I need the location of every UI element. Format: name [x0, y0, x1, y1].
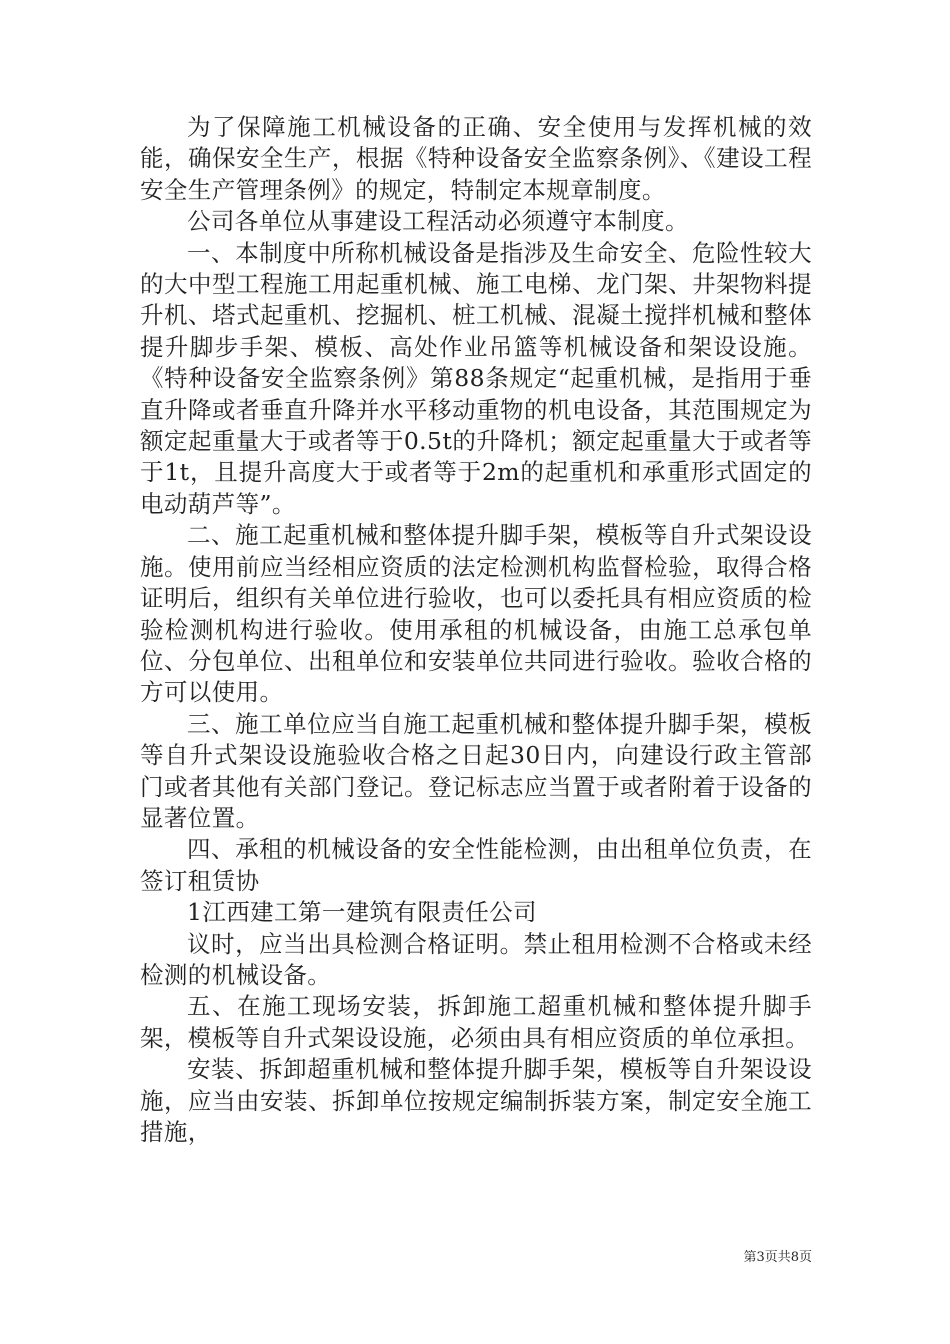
paragraph-clause-5: 五、在施工现场安装，拆卸施工超重机械和整体提升脚手架，模板等自升式架设设施，必须由具有相应资质的单位承担。 — [140, 992, 812, 1052]
paragraph-intro: 为了保障施工机械设备的正确、安全使用与发挥机械的效能，确保安全生产，根据《特种设备安全监察条例》、《建设工程安全生产管理条例》的规定，特制定本规章制度。 — [140, 113, 812, 204]
paragraph-scope: 公司各单位从事建设工程活动必须遵守本制度。 — [187, 207, 689, 236]
paragraph-clause-1: 一、本制度中所称机械设备是指涉及生命安全、危险性较大的大中型工程施工用起重机械、施工电梯、龙门架、井架物料提升机、塔式起重机、挖掘机、桩工机械、混凝土搅拌机械和整体提升脚步手架、模板、高处作业吊篮等机械设备和架设设施。《特种设备安全监察条例》第88条规定“起重机械，是指用于垂直升降或者垂直升降并水平移动重物的机电设备，其范围规定为额定起重量大于或者等于0.5t的升降机；额定起重量大于或者等于1t，且提升高度大于或者等于2m的起重机和承重形式固定的电动葫芦等”。 — [140, 238, 812, 518]
paragraph-installation: 安装、拆卸超重机械和整体提升脚手架，模板等自升架设设施，应当由安装、拆卸单位按规定编制拆装方案，制定安全施工措施， — [140, 1055, 812, 1146]
paragraph-clause-2: 二、施工起重机械和整体提升脚手架，模板等自升式架设设施。使用前应当经相应资质的法定检测机构监督检验，取得合格证明后，组织有关单位进行验收，也可以委托具有相应资质的检验检测机构进行验收。使用承租的机械设备，由施工总承包单位、分包单位、出租单位和安装单位共同进行验收。验收合格的方可以使用。 — [140, 521, 812, 707]
paragraph-clause-3: 三、施工单位应当自施工起重机械和整体提升脚手架，模板等自升式架设设施验收合格之日起30日内，向建设行政主管部门或者其他有关部门登记。登记标志应当置于或者附着于设备的显著位置。 — [140, 709, 812, 832]
paragraph-company-line: 1江西建工第一建筑有限责任公司 — [187, 898, 537, 927]
paragraph-clause-4-cont: 议时，应当出具检测合格证明。禁止租用检测不合格或未经检测的机械设备。 — [140, 929, 812, 989]
page-number: 第3页共8页 — [743, 1250, 812, 1265]
paragraph-clause-4: 四、承租的机械设备的安全性能检测，由出租单位负责，在签订租赁协 — [140, 835, 812, 895]
document-body — [140, 112, 812, 1148]
